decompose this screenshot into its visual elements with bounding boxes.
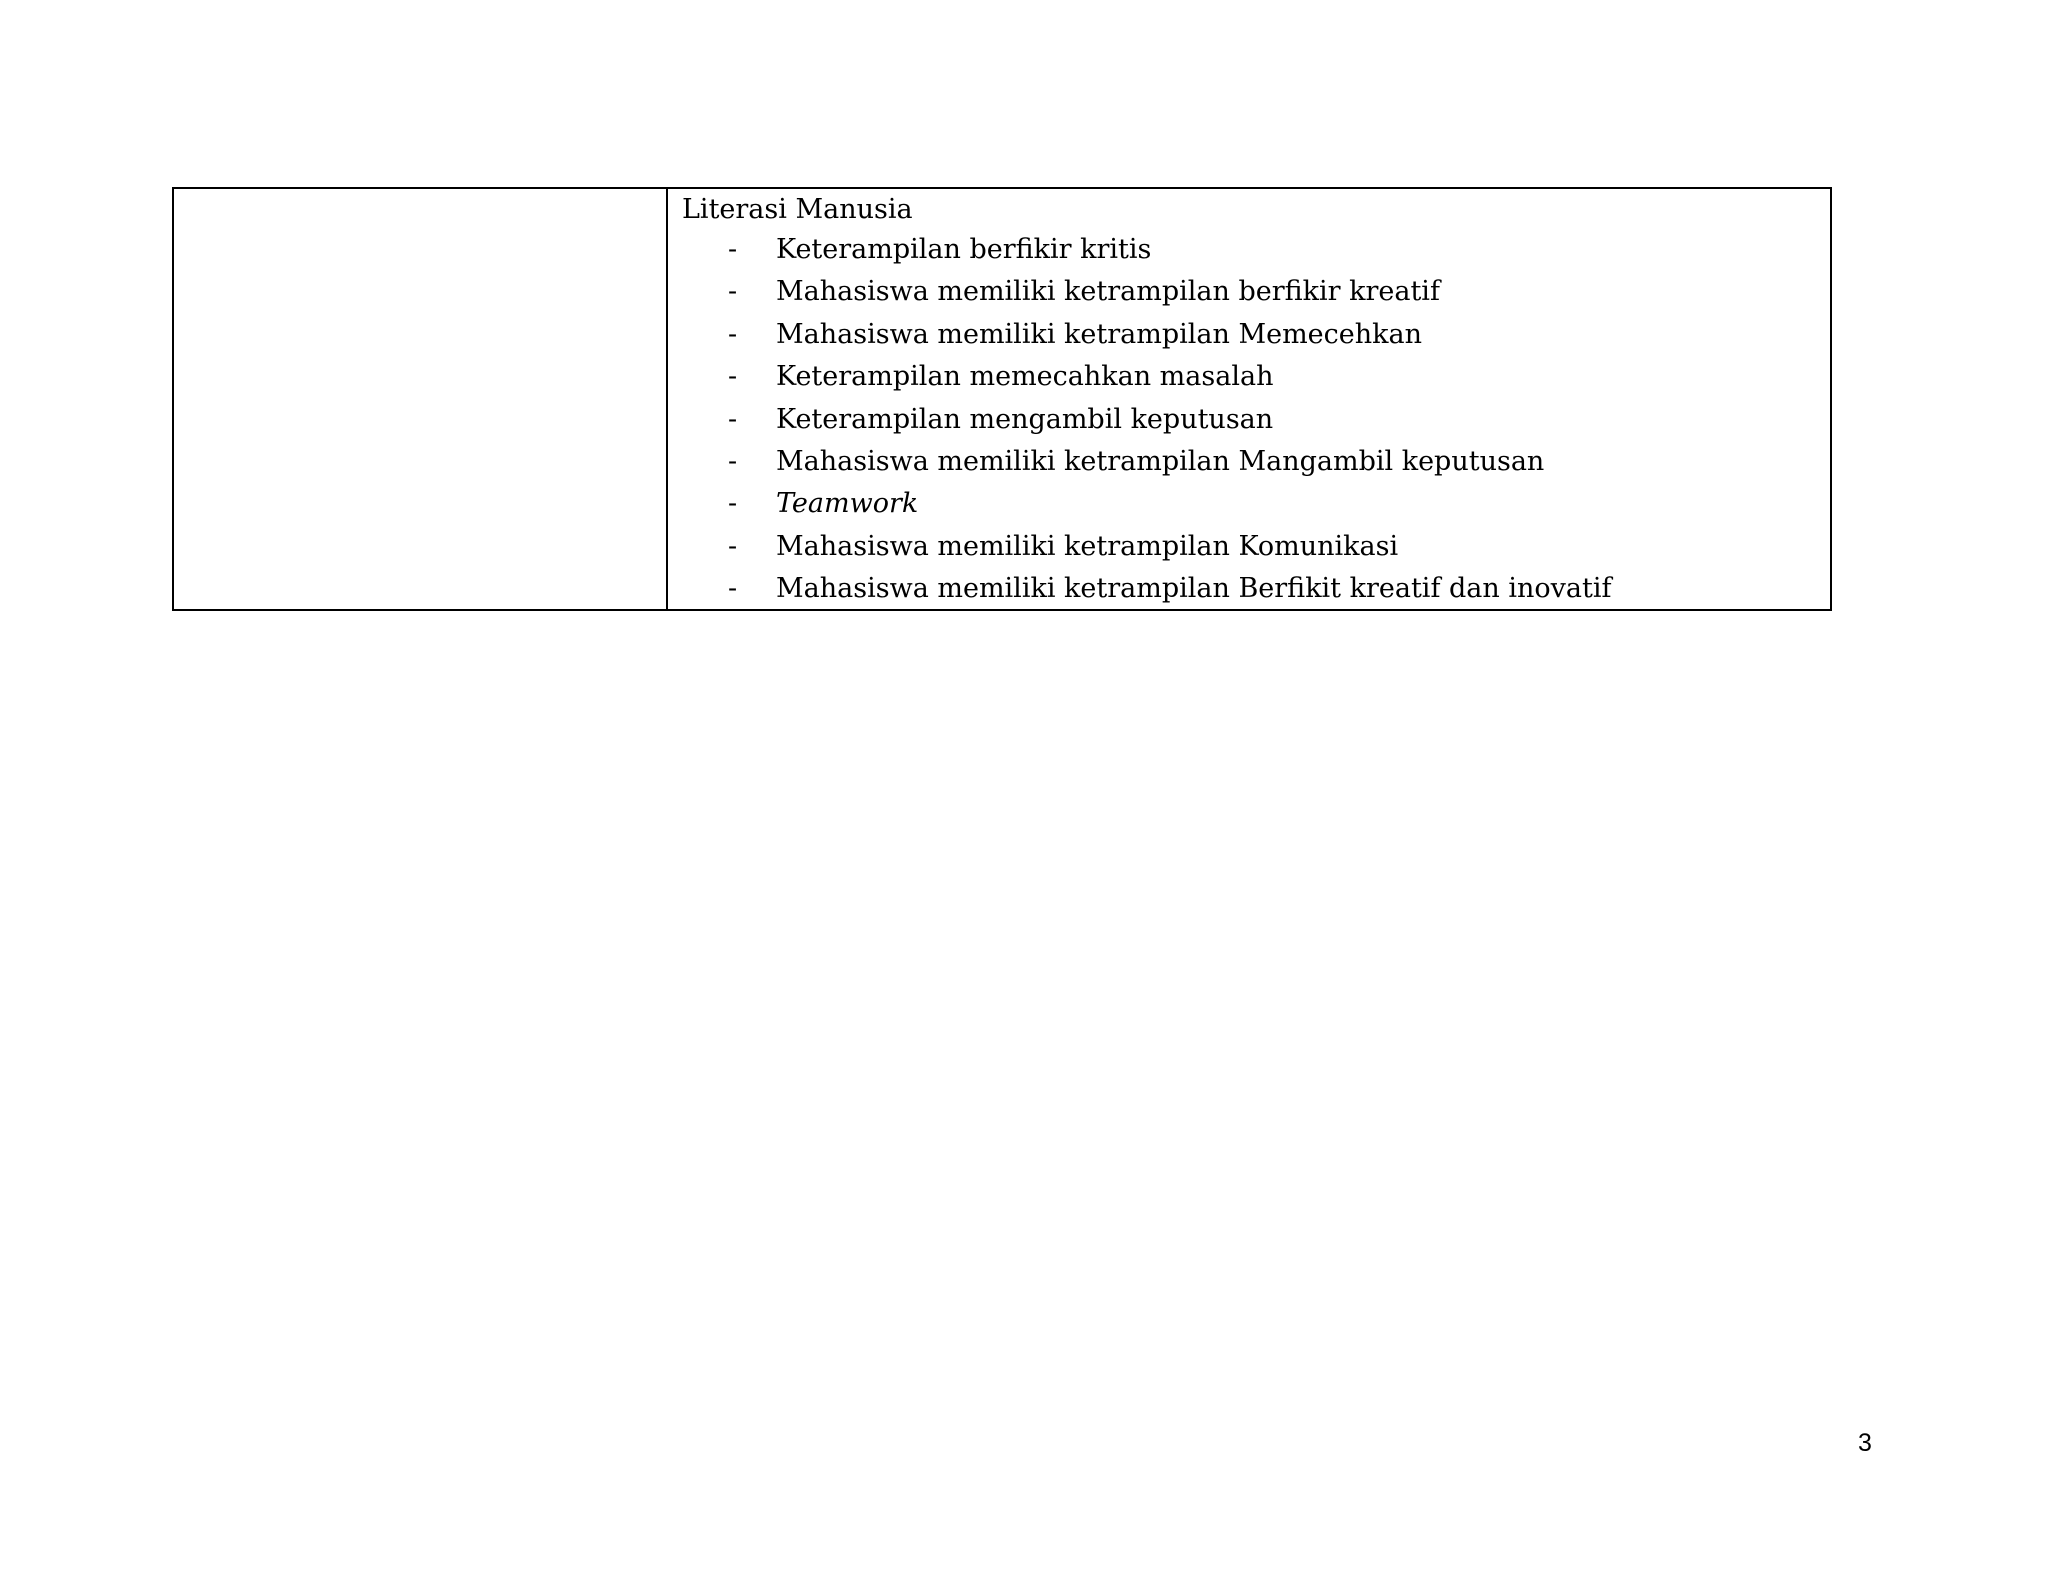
table-cell-right <box>668 189 1830 609</box>
list-item-text: Mahasiswa memiliki ketrampilan Komunikasi <box>776 530 1399 562</box>
dash-bullet: - <box>728 530 738 562</box>
list-item <box>682 568 1830 610</box>
list-item <box>682 229 1830 271</box>
list-item <box>682 441 1830 483</box>
dash-bullet: - <box>728 488 738 520</box>
list-item-text: Mahasiswa memiliki ketrampilan Berfikit kreatif dan inovatif <box>776 573 1612 605</box>
list-item <box>682 526 1830 568</box>
table-cell-left <box>174 189 668 609</box>
skills-list <box>682 229 1830 611</box>
list-item <box>682 399 1830 441</box>
list-item <box>682 356 1830 398</box>
list-item-text: Mahasiswa memiliki ketrampilan Mangambil keputusan <box>776 445 1545 477</box>
dash-bullet: - <box>728 234 738 265</box>
list-item <box>682 483 1830 525</box>
dash-bullet: - <box>728 361 738 393</box>
list-item-text: Teamwork <box>776 488 919 520</box>
dash-bullet: - <box>728 445 738 477</box>
list-item-text: Keterampilan berfikir kritis <box>776 234 1152 265</box>
dash-bullet: - <box>728 573 738 605</box>
list-item <box>682 314 1830 356</box>
dash-bullet: - <box>728 318 738 350</box>
dash-bullet: - <box>728 276 738 308</box>
list-item-text: Keterampilan memecahkan masalah <box>776 361 1274 393</box>
list-item <box>682 271 1830 313</box>
section-heading: Literasi Manusia <box>682 194 913 225</box>
page-number: 3 <box>1858 1429 1872 1457</box>
dash-bullet: - <box>728 403 738 435</box>
content-table <box>172 187 1832 611</box>
list-item-text: Mahasiswa memiliki ketrampilan Memecehkan <box>776 318 1422 350</box>
list-item-text: Mahasiswa memiliki ketrampilan berfikir kreatif <box>776 276 1440 308</box>
list-item-text: Keterampilan mengambil keputusan <box>776 403 1274 435</box>
